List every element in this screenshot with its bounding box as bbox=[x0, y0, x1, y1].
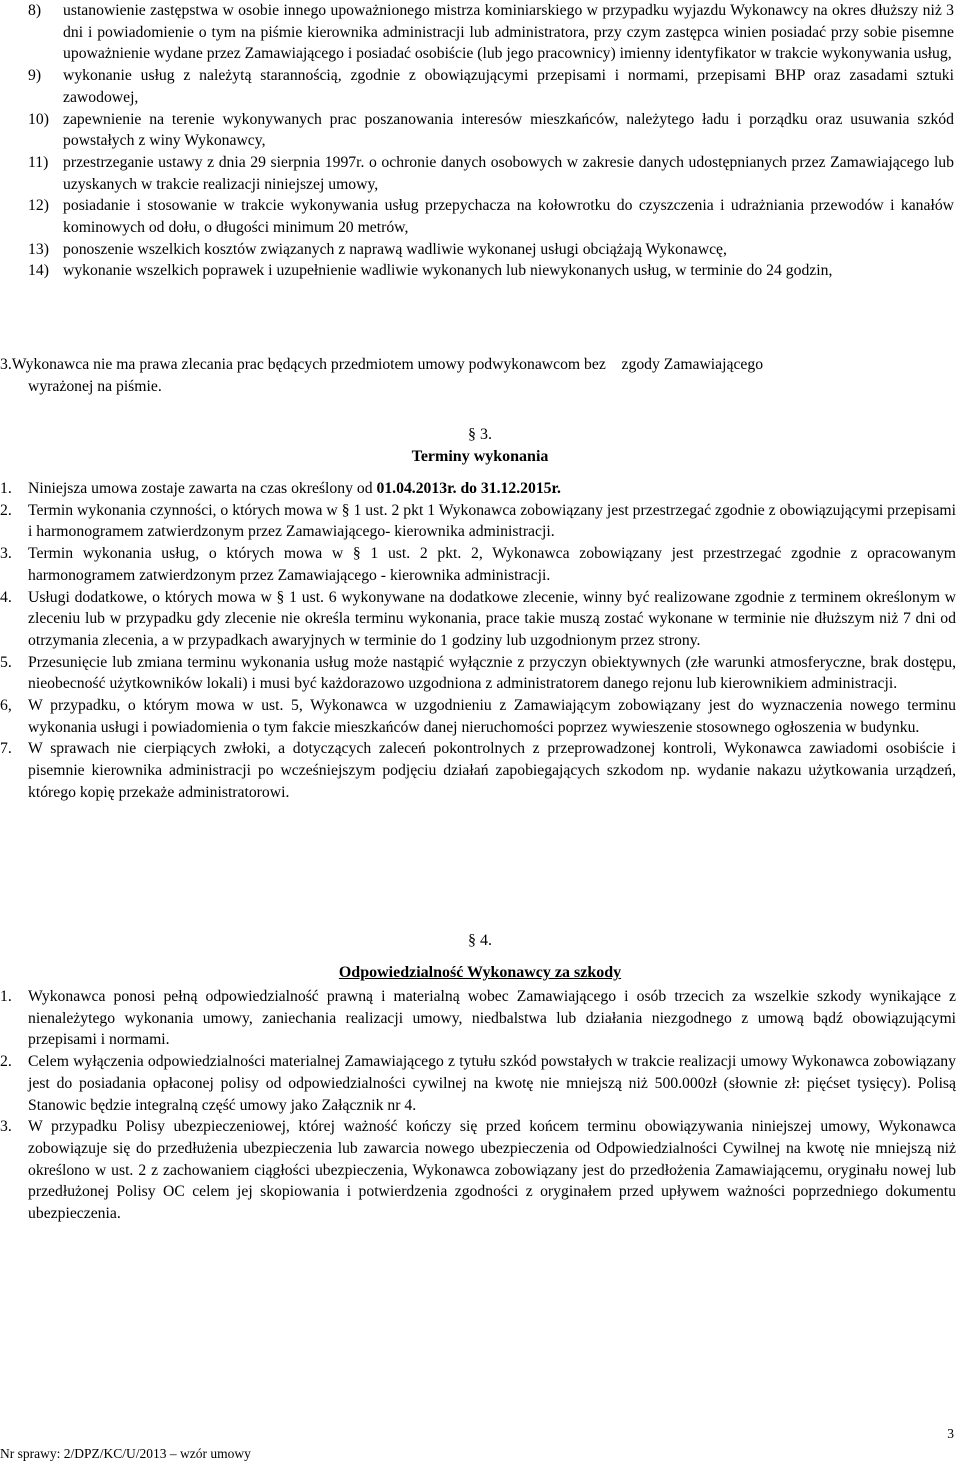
list-item bbox=[0, 695, 960, 738]
section-title: Terminy wykonania bbox=[411, 448, 549, 465]
item-number: 7. bbox=[0, 740, 12, 758]
item-number: 2. bbox=[0, 501, 12, 519]
item-number: 10) bbox=[28, 110, 49, 128]
item-number: 12) bbox=[28, 197, 49, 215]
item-number: 2. bbox=[0, 1053, 12, 1071]
liability-list bbox=[0, 986, 960, 1225]
subcontracting-note bbox=[0, 354, 955, 397]
item-text: Usługi dodatkowe, o których mowa w § 1 ust. 6 wykonywane na dodatkowe zlecenie, winny być realizowane zgodnie z terminem określonym w zleceniu lub w przypadku gdy zlecenie nie określa terminu wykonania, prace takie muszą zostać wykonane w terminie nie dłuższym niż 7 dni od otrzymania zlecenia, a w przypadkach awaryjnych w terminie do 1 godziny lub uzgodnionym przez strony. bbox=[28, 588, 956, 649]
page-number: 3 bbox=[947, 1426, 954, 1441]
item-text: ponoszenie wszelkich kosztów związanych z naprawą wadliwie wykonanej usługi obciążają Wykonawcę, bbox=[63, 240, 727, 258]
list-item bbox=[0, 109, 960, 152]
item-text: wykonanie usług z należytą starannością, zgodnie z obowiązującymi przepisami i normami, przepisami BHP oraz zasadami sztuki zawodowej, bbox=[63, 67, 954, 106]
paragraph-symbol: § bbox=[468, 932, 476, 949]
item-number: 11) bbox=[28, 153, 49, 171]
item-number: 4. bbox=[0, 588, 12, 606]
item-text: W sprawach nie cierpiących zwłoki, a dotyczących zaleceń pokontrolnych z przeprowadzonej kontroli, Wykonawca zawiadomi osobiście i pisemnie kierownika administracji po wcześniejszym podjęciu działań zapobiegających szkodom np. wydanie nakazu użytkowania urządzeń, którego kopię przekaże administratorowi. bbox=[28, 740, 956, 801]
item-text: Przesunięcie lub zmiana terminu wykonania usług może nastąpić wyłącznie z przyczyn obiektywnych (złe warunki atmosferyczne, brak dostępu, nieobecność użytkowników lokali) i musi być każdorazowo uzgodniona z administratorem danego rejonu lub kierownikiem administracji. bbox=[28, 653, 956, 693]
item-text: Wykonawca ponosi pełną odpowiedzialność prawną i materialną wobec Zamawiającego i osób trzecich za wszelkie szkody wynikające z nienależytego wykonania umowy, zaniechania realizacji umowy, niedbalstwa lub działania niezgodnego z umową bądź obowiązującymi przepisami i normami. bbox=[28, 988, 956, 1049]
item-text: wykonanie wszelkich poprawek i uzupełnienie wadliwie wykonanych lub niewykonanych usług, w terminie do 24 godzin, bbox=[63, 262, 833, 280]
item-number: 5. bbox=[0, 653, 12, 671]
item-text: posiadanie i stosowanie w trakcie wykonywania usług przepychacza na kołowrotku do czyszczenia i udrażniania przewodów i kanałów kominowych od dołu, o długości minimum 20 metrów, bbox=[63, 197, 954, 237]
list-item bbox=[0, 543, 960, 586]
item-text: W przypadku, o którym mowa w ust. 5, Wykonawca w uzgodnieniu z Zamawiającym zobowiązany jest do wyznaczenia nowego terminu wykonania usługi i powiadomienia o tym fakcie mieszkańców danej nieruchomości poprzez wywieszenie stosownego ogłoszenia w budynku. bbox=[28, 697, 956, 736]
item-number: 8) bbox=[28, 2, 42, 19]
contract-period: 01.04.2013r. do 31.12.2015r. bbox=[376, 480, 561, 497]
item-number: 9) bbox=[28, 67, 42, 85]
list-item bbox=[0, 500, 960, 543]
list-item bbox=[0, 652, 960, 695]
item-text: ustanowienie zastępstwa w osobie innego upoważnionego mistrza kominiarskiego w przypadku wyjazdu Wykonawcy na okres dłuższy niż 3 dni i powiadomienie o tym na piśmie kierownika administracji lub administratora, przy czym zastępca winien posiadać przy sobie pisemne upoważnienie wydane przez Zamawiającego i posiadać osobiście (lub jego pracownicy) imienny identyfikator w trakcie wykonywania usług, bbox=[63, 2, 954, 63]
list-item bbox=[0, 986, 960, 1051]
item-text: Niniejsza umowa zostaje zawarta na czas określony od 01.04.2013r. do 31.12.2015r. bbox=[28, 480, 561, 497]
item-text: Termin wykonania czynności, o których mowa w § 1 ust. 2 pkt 1 Wykonawca zobowiązany jest przestrzegać zgodnie z obowiązującymi przepisami i harmonogramem zatwierdzonym przez Zamawiającego- kierownika administracji. bbox=[28, 501, 956, 541]
list-item bbox=[0, 65, 960, 108]
list-item bbox=[0, 1051, 960, 1116]
note-first-line: 3.Wykonawca nie ma prawa zlecania prac będących przedmiotem umowy podwykonawcom bez zgody Zamawiającego bbox=[0, 356, 764, 373]
item-number: 6, bbox=[0, 697, 12, 715]
item-text: W przypadku Polisy ubezpieczeniowej, której ważność kończy się przed końcem terminu obowiązywania niniejszej umowy, Wykonawca zobowiązuje się do przedłużenia ubezpieczenia lub zawarcia nowego ubezpieczenia od Odpowiedzialności Cywilnej na kwotę nie mniejszą niż określono w ust. 2 z zachowaniem ciągłości ubezpieczenia, Wykonawca zobowiązany jest do przedłożenia Zamawiającemu, oryginału nowej lub przedłużonej Polisy OC celem jej skopiowania i potwierdzenia zgodności z oryginałem przed upływem ważności poprzedniego dokumentu ubezpieczenia. bbox=[28, 1118, 956, 1223]
case-number-footer: Nr sprawy: 2/DPZ/KC/U/2013 – wzór umowy bbox=[0, 1446, 251, 1461]
list-item bbox=[0, 260, 960, 282]
item-number: 1. bbox=[0, 480, 12, 497]
list-item bbox=[0, 478, 960, 500]
list-item bbox=[0, 738, 960, 803]
note-second-line: wyrażonej na piśmie. bbox=[28, 377, 162, 395]
obligations-list bbox=[0, 0, 960, 282]
list-item bbox=[0, 152, 960, 195]
list-item bbox=[0, 239, 960, 261]
terms-list bbox=[0, 478, 960, 804]
list-item bbox=[0, 1116, 960, 1225]
section-number: § 3. bbox=[468, 426, 492, 443]
item-text: zapewnienie na terenie wykonywanych prac poszanowania interesów mieszkańców, należytego ładu i porządku oraz usuwania szkód powstałych z winy Wykonawcy, bbox=[63, 110, 954, 150]
item-text: Celem wyłączenia odpowiedzialności materialnej Zamawiającego z tytułu szkód powstałych w trakcie realizacji umowy Wykonawca zobowiązany jest do posiadania opłaconej polisy od odpowiedzialności cywilnej na kwotę nie mniejszą niż 500.000zł (słownie zł: pięćset tysięcy). Polisą Stanowic będzie integralną część umowy jako Załącznik nr 4. bbox=[28, 1053, 956, 1114]
item-number: 13) bbox=[28, 240, 49, 258]
paragraph-symbol: § bbox=[468, 426, 476, 443]
item-number: 1. bbox=[0, 988, 12, 1005]
list-item bbox=[0, 195, 960, 238]
item-number: 3. bbox=[0, 545, 12, 563]
item-text: Termin wykonania usług, o których mowa w § 1 ust. 2 pkt. 2, Wykonawca zobowiązany jest przestrzegać zgodnie z opracowanym harmonogramem zatwierdzonym przez Zamawiającego - kierownika administracji. bbox=[28, 545, 956, 584]
item-number: 3. bbox=[0, 1118, 12, 1136]
list-item bbox=[0, 0, 960, 65]
item-number: 14) bbox=[28, 262, 49, 280]
item-text: przestrzeganie ustawy z dnia 29 sierpnia 1997r. o ochronie danych osobowych w zakresie danych udostępnianych przez Zamawiającego lub uzyskanych w trakcie realizacji niniejszej umowy, bbox=[63, 153, 954, 193]
section-title: Odpowiedzialność Wykonawcy za szkody bbox=[338, 964, 622, 981]
section-number: § 4. bbox=[468, 932, 492, 949]
list-item bbox=[0, 587, 960, 652]
